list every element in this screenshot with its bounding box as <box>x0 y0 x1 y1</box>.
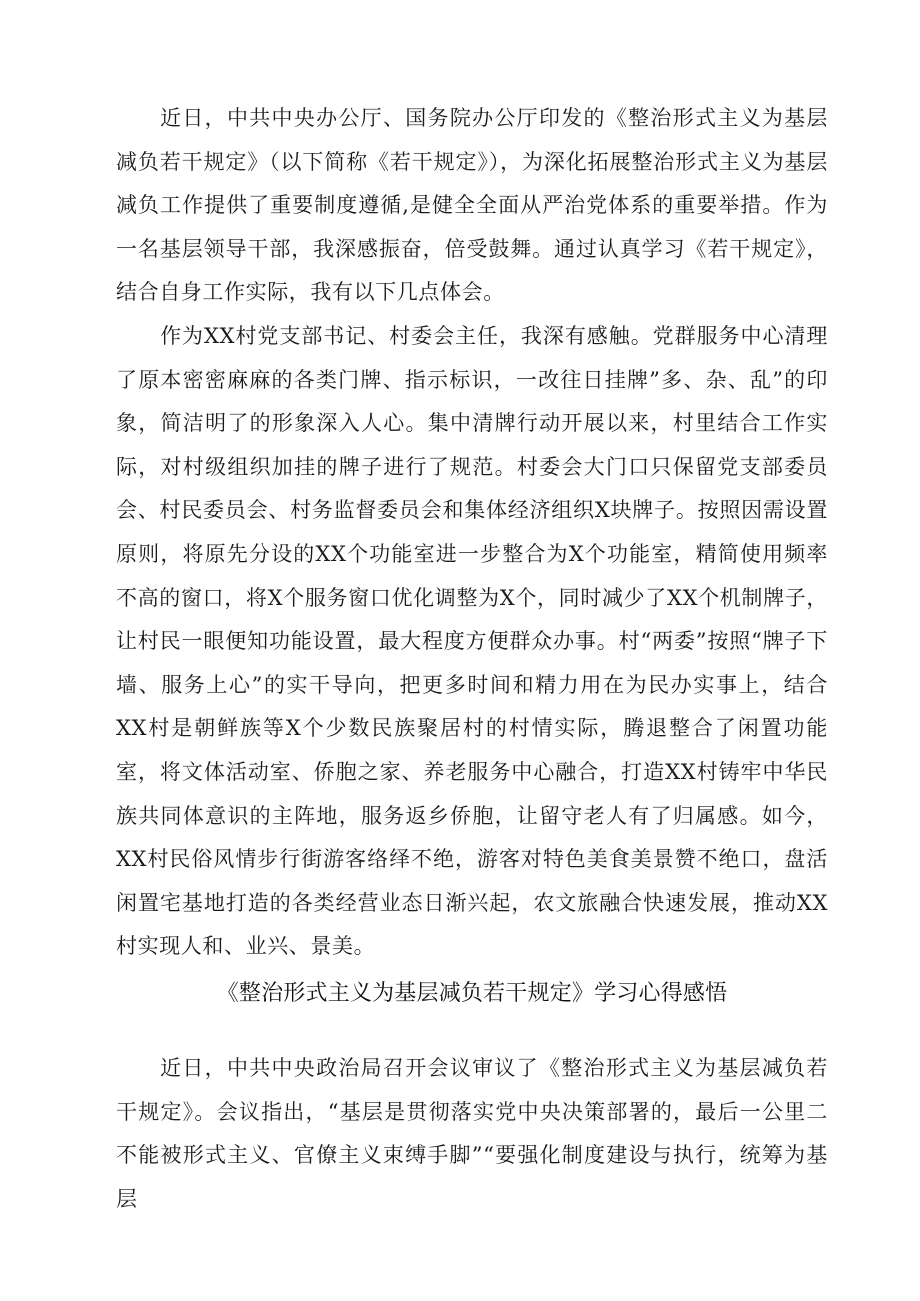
section-heading: 《整治形式主义为基层减负若干规定》学习心得感悟 <box>216 981 728 1006</box>
village-experience-paragraph: 作为XX村党支部书记、村委会主任，我深有感触。党群服务中心清理了原本密密麻麻的各类门牌、指示标识，一改往日挂牌”多、杂、乱”的印象，简洁明了的形象深入人心。集中清牌行动开展以来，村里结合工作实际，对村级组织加挂的牌子进行了规范。村委会大门口只保留党支部委员会、村民委员会、村务监督委员会和集体经济组织X块牌子。按照因需设置原则，将原先分设的XX个功能室进一步整合为X个功能室，精简使用频率不高的窗口，将X个服务窗口优化调整为X个，同时减少了XX个机制牌子，让村民一眼便知功能设置，最大程度方便群众办事。村“两委”按照“牌子下墙、服务上心”的实干导向，把更多时间和精力用在为民办实事上，结合XX村是朝鲜族等X个少数民族聚居村的村情实际，腾退整合了闲置功能室，将文体活动室、侨胞之家、养老服务中心融合，打造XX村铸牢中华民族共同体意识的主阵地，服务返乡侨胞，让留守老人有了归属感。如今，XX村民俗风情步行街游客络绎不绝，游客对特色美食美景赞不绝口，盘活闲置宅基地打造的各类经营业态日渐兴起，农文旅融合快速发展，推动XX村实现人和、业兴、景美。 <box>116 324 828 959</box>
intro-paragraph: 近日，中共中央办公厅、国务院办公厅印发的《整治形式主义为基层减负若干规定》（以下简称《若干规定》），为深化拓展整治形式主义为基层减负工作提供了重要制度遵循,是健全全面从严治党体系的重要举措。作为一名基层领导干部，我深感振奋，倍受鼓舞。通过认真学习《若干规定》，结合自身工作实际，我有以下几点体会。 <box>116 106 828 305</box>
second-article-paragraph: 近日，中共中央政治局召开会议审议了《整治形式主义为基层减负若干规定》。会议指出，“基层是贯彻落实党中央决策部署的，最后一公里二不能被形式主义、官僚主义束缚手脚”“要强化制度建设与执行，统筹为基层 <box>116 1056 828 1211</box>
